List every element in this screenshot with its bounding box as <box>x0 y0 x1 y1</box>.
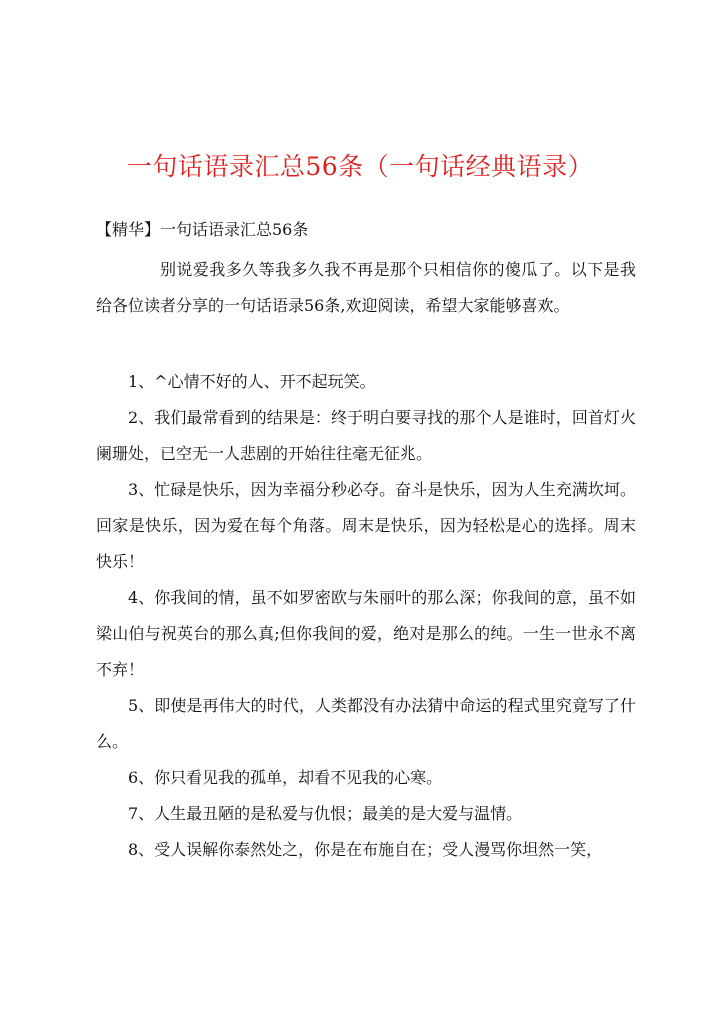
list-item: 7、人生最丑陋的是私爱与仇恨；最美的是大爱与温情。 <box>128 804 523 823</box>
intro-paragraph: 别说爱我多久等我多久我不再是那个只相信你的傻瓜了。以下是我给各位读者分享的一句话语录56条,欢迎阅读，希望大家能够喜欢。 <box>96 260 636 315</box>
document-subtitle: 【精华】一句话语录汇总56条 <box>96 220 309 239</box>
quote-list <box>96 364 636 868</box>
list-item: 5、即使是再伟大的时代，人类都没有办法猜中命运的程式里究竟写了什么。 <box>96 696 636 751</box>
list-item: 8、受人误解你泰然处之，你是在布施自在；受人漫骂你坦然一笑， <box>128 840 603 859</box>
list-item: 1、^心情不好的人、开不起玩笑。 <box>128 372 376 391</box>
list-item: 6、你只看见我的孤单，却看不见我的心寒。 <box>128 768 443 787</box>
document-title: 一句话语录汇总56条（一句话经典语录） <box>126 152 594 181</box>
list-item: 3、忙碌是快乐，因为幸福分秒必夺。奋斗是快乐，因为人生充满坎坷。回家是快乐，因为爱在每个角落。周末是快乐，因为轻松是心的选择。周末快乐！ <box>96 480 636 571</box>
list-item: 2、我们最常看到的结果是：终于明白要寻找的那个人是谁时，回首灯火阑珊处，已空无一人悲剧的开始往往毫无征兆。 <box>96 408 636 463</box>
list-item: 4、你我间的情，虽不如罗密欧与朱丽叶的那么深；你我间的意，虽不如梁山伯与祝英台的那么真;但你我间的爱，绝对是那么的纯。一生一世永不离不弃！ <box>96 588 636 679</box>
